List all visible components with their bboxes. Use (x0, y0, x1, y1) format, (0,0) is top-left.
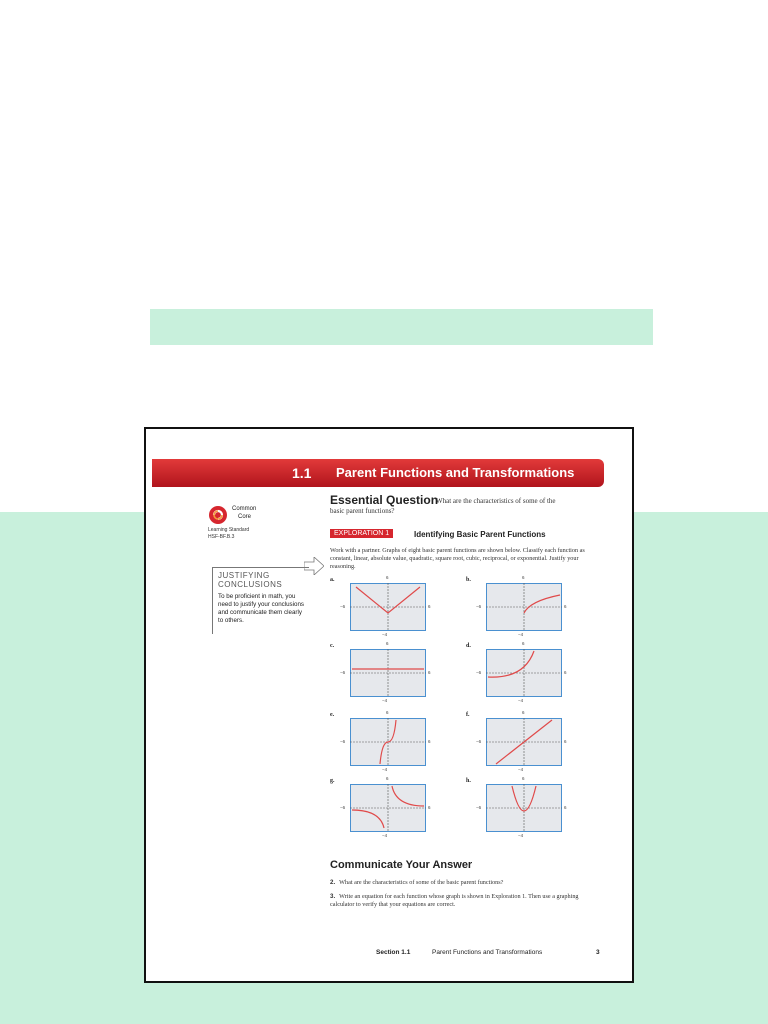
axis-tick-left: −6 (476, 739, 482, 744)
axis-tick-bottom: −4 (382, 767, 388, 772)
axis-tick-left: −6 (476, 604, 482, 609)
section-title: Parent Functions and Transformations (336, 465, 575, 480)
axis-tick-bottom: −4 (518, 767, 524, 772)
essential-question-text: What are the characteristics of some of the (436, 497, 556, 505)
question-3: 3. Write an equation for each function whose graph is shown in Exploration 1. Then use a graphing calculator to verify that your equations are correct. (330, 893, 579, 908)
axis-tick-right: 6 (428, 739, 431, 744)
axis-tick-top: 6 (522, 710, 525, 715)
axis-tick-left: −6 (340, 604, 346, 609)
communicate-heading: Communicate Your Answer (330, 859, 473, 871)
axis-tick-bottom: −4 (382, 833, 388, 838)
justifying-heading: JUSTIFYING CONCLUSIONS (218, 571, 283, 589)
common-core-label: Common Core (232, 506, 257, 520)
axis-tick-bottom: −4 (518, 833, 524, 838)
quadratic-graph-icon (486, 784, 562, 832)
graph-label-f: f. (466, 712, 470, 718)
axis-tick-left: −6 (476, 805, 482, 810)
graph-label-e: e. (330, 712, 335, 718)
linear-graph-icon (486, 718, 562, 766)
graph-label-g: g. (330, 778, 335, 784)
exploration-title: Identifying Basic Parent Functions (414, 530, 546, 539)
axis-tick-right: 6 (564, 805, 567, 810)
square-root-graph-icon (486, 583, 562, 631)
axis-tick-bottom: −4 (382, 698, 388, 703)
essential-question-text-2: basic parent functions? (330, 507, 395, 515)
page-number: 3 (596, 949, 600, 956)
graph-label-b: b. (466, 577, 471, 583)
justifying-body: To be proficient in math, you need to justify your conclusions and communicate them clearly to others. (218, 593, 304, 624)
cubic-graph-icon (350, 718, 426, 766)
axis-tick-left: −6 (340, 805, 346, 810)
axis-tick-bottom: −4 (518, 698, 524, 703)
axis-tick-right: 6 (564, 604, 567, 609)
constant-graph-icon (350, 649, 426, 697)
axis-tick-left: −6 (340, 670, 346, 675)
exponential-graph-icon (486, 649, 562, 697)
axis-tick-right: 6 (428, 670, 431, 675)
graph-label-a: a. (330, 577, 335, 583)
reciprocal-graph-icon (350, 784, 426, 832)
question-2: 2. What are the characteristics of some of the basic parent functions? (330, 879, 504, 886)
axis-tick-top: 6 (522, 575, 525, 580)
section-banner (152, 459, 604, 487)
section-number: 1.1 (292, 465, 312, 481)
graph-label-d: d. (466, 643, 471, 649)
essential-question-heading: Essential Question (330, 493, 439, 507)
axis-tick-right: 6 (428, 604, 431, 609)
axis-tick-top: 6 (386, 710, 389, 715)
textbook-page (144, 427, 634, 983)
absolute-value-graph-icon (350, 583, 426, 631)
axis-tick-top: 6 (386, 641, 389, 646)
exploration-instructions: Work with a partner. Graphs of eight basic parent functions are shown below. Classify each function as constant, linear, absolute value, quadratic, square root, cubic, reciprocal, or exponential. Justify your reasoning. (330, 547, 585, 570)
axis-tick-right: 6 (564, 670, 567, 675)
axis-tick-bottom: −4 (518, 632, 524, 637)
exploration-badge: EXPLORATION 1 (330, 529, 393, 538)
graph-label-h: h. (466, 778, 471, 784)
footer-title: Parent Functions and Transformations (432, 949, 543, 956)
learning-standard: Learning Standard HSF-BF.B.3 (208, 527, 250, 540)
axis-tick-bottom: −4 (382, 632, 388, 637)
graph-label-c: c. (330, 643, 335, 649)
axis-tick-left: −6 (340, 739, 346, 744)
axis-tick-right: 6 (428, 805, 431, 810)
common-core-logo-icon (208, 505, 228, 525)
axis-tick-top: 6 (522, 641, 525, 646)
axis-tick-top: 6 (386, 776, 389, 781)
axis-tick-top: 6 (386, 575, 389, 580)
axis-tick-left: −6 (476, 670, 482, 675)
axis-tick-right: 6 (564, 739, 567, 744)
footer-section: Section 1.1 (376, 949, 411, 956)
mint-band (150, 309, 653, 345)
axis-tick-top: 6 (522, 776, 525, 781)
